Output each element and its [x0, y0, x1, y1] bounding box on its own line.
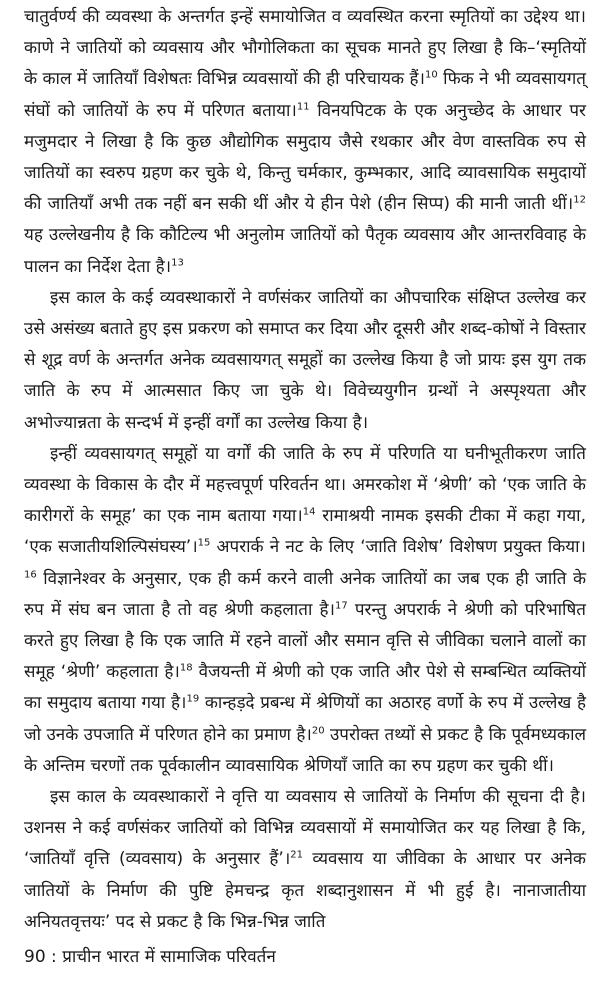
text-segment: विनयपिटक के एक अनुच्छेद के आधार पर मजुमदार ने लिखा है कि कुछ औद्योगिक समुदाय जैसे रथकार और वेण वास्तविक रुप से जातियों का स्वरुप ग्रहण कर चुके थे, किन्तु चर्मकार, कुम्भकार, आदि व्यावसायिक समुदायों की जातियाँ अभी तक नहीं बन सकी थीं और ये हीन पेशे (हीन सिप्प) की मानी जाती थीं। [24, 100, 586, 215]
text-segment: इन्हीं व्यवसायगत् समूहों या वर्गों की जाति के रुप में परिणति या घनीभूतीकरण जाति व्यवस्था के विकास के दौर में महत्त्वपूर्ण परिवर्तन था। अमरकोश में ‘श्रेणी’ को ‘एक जाति के कारीगरों के समूह’ का एक नाम बताया गया। [24, 443, 586, 527]
paragraph-4 [24, 782, 586, 938]
text-segment: वैजयन्ती में श्रेणी को एक जाति और पेशे से सम्बन्धित व्यक्तियों का समुदाय बताया गया है। [24, 662, 586, 714]
paragraph-2 [24, 283, 586, 439]
footnote-marker: 16 [24, 569, 37, 580]
book-title: प्राचीन भारत में सामाजिक परिवर्तन [62, 947, 276, 967]
footer-separator: : [45, 947, 63, 967]
text-segment: कान्हड़दे प्रबन्ध में श्रेणियों का अठारह वर्णो के रुप में उल्लेख है जो उनके उपजाति में परिणत होने का प्रमाण है। [24, 693, 587, 745]
footnote-marker: 14 [302, 506, 316, 518]
text-segment: व्यवसाय या जीविका के आधार पर अनेक जातियों के निर्माण की पुष्टि हेमचन्द्र कृत शब्दानुशासन में भी हुई है। नानाजातीया अनियतवृत्तयः’ पद से प्रकट है कि भिन्न-भिन्न जाति [24, 849, 586, 932]
paragraph-1 [24, 2, 586, 283]
footnote-marker: 11 [296, 100, 310, 112]
page-number: 90 [24, 947, 46, 967]
footnote-marker: 17 [334, 600, 348, 612]
footnote-marker: 18 [179, 662, 193, 674]
text-segment: यह उल्लेखनीय है कि कौटिल्य भी अनुलोम जातियों को पैतृक व्यवसाय और आन्तरविवाह के पालन का निर्देश देता है। [24, 225, 586, 277]
text-segment: अपरार्क ने नट के लिए ‘जाति विशेष’ विशेषण प्रयुक्त किया। [210, 537, 586, 558]
text-segment: चातुर्वर्ण्य की व्यवस्था के अन्तर्गत इन्हें समायोजित व व्यवस्थित करना स्मृतियों का उद्देश्य था। काणे ने जातियों को व्यवसाय और भौगोलिकता का सूचक मानते हुए लिखा है कि–‘स्मृतियों के काल में जातियाँ विशेषतः विभिन्न व्यवसायों की ही परिचायक हैं। [24, 7, 586, 90]
footnote-marker: 13 [171, 256, 184, 268]
text-segment: फिक ने भी व्यवसायगत् संघों को जातियों के रुप में परिणत बताया। [24, 69, 586, 121]
footnote-marker: 19 [186, 693, 200, 705]
footnote-marker: 20 [311, 725, 325, 737]
footnote-marker: 10 [425, 69, 438, 81]
text-segment: विज्ञानेश्वर के अनुसार, एक ही कर्म करने वाली अनेक जातियों का जब एक ही जाति के रुप में संघ बन जाता है तो वह श्रेणी कहलाता है। [24, 568, 586, 620]
paragraph-3 [24, 439, 586, 782]
footnote-marker: 15 [197, 537, 211, 549]
text-segment: रामाश्रयी नामक इसकी टीका में कहा गया, ‘एक सजातीयशिल्पिसंघस्य’। [24, 506, 586, 558]
text-segment: इस काल के व्यवस्थाकारों ने वृत्ति या व्यवसाय से जातियों के निर्माण की सूचना दी है। उशनस ने कई वर्णसंकर जातियों को विभिन्न व्यवसायों में समायोजित कर यह लिखा है कि, ‘जातियाँ वृत्ति (व्यवसाय) के अनुसार हैं’। [24, 787, 586, 870]
footnote-marker: 12 [573, 194, 586, 206]
text-segment: उपरोक्त तथ्यों से प्रकट है कि पूर्वमध्यकाल के अन्तिम चरणों तक पूर्वकालीन व्यावसायिक श्रेणियाँ जाति का रुप ग्रहण कर चुकी थीं। [24, 724, 586, 776]
text-segment: परन्तु अपरार्क ने श्रेणी को परिभाषित करते हुए लिखा है कि एक जाति में रहने वालों और समान वृत्ति से जीविका चलाने वालों का समूह ‘श्रेणी’ कहलाता है। [24, 599, 586, 683]
page-footer [24, 942, 584, 972]
body-text [24, 2, 586, 938]
footnote-marker: 21 [290, 849, 304, 861]
text-segment: इस काल के कई व्यवस्थाकारों ने वर्णसंकर जातियों का औपचारिक संक्षिप्त उल्लेख कर उसे असंख्य बताते हुए इस प्रकरण को समाप्त कर दिया और दूसरी और शब्द-कोषों ने विस्तार से शूद्र वर्ण के अन्तर्गत अनेक व्यवसायगत् समूहों का उल्लेख किया है जो प्रायः इस युग तक जाति के रुप में आत्मसात किए जा चुके थे। विवेच्ययुगीन ग्रन्थों ने अस्पृश्यता और अभोज्यान्नता के सन्दर्भ में इन्हीं वर्गों का उल्लेख किया है। [24, 287, 586, 433]
